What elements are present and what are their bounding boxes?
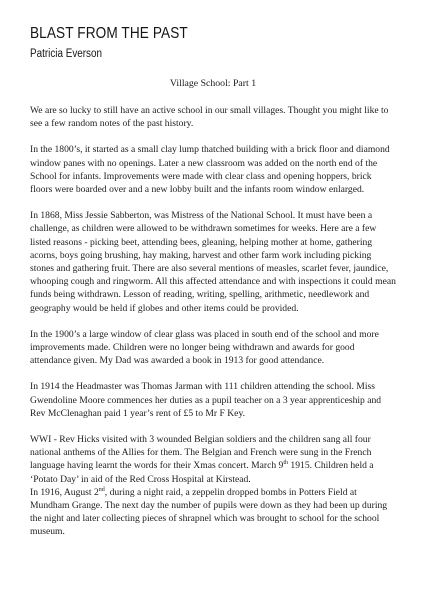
wwi-text-part2: 1915. Children held a ‘Potato Day’ in aid of the Red Cross Hospital at Kirstead.: [30, 460, 374, 485]
column-heading: BLAST FROM THE PAST: [30, 25, 188, 42]
paragraph-wwi: [30, 433, 396, 486]
paragraph-1900s: In the 1900’s a large window of clear glass was placed in south end of the school and more improvements made. Children were no longer being withdrawn and awards for good attendance given. My Dad was awarded a book in 1913 for good attendance.: [30, 328, 379, 367]
paragraph-1916: [30, 486, 396, 539]
paragraph-1914: In 1914 the Headmaster was Thomas Jarman with 111 children attending the school. Miss Gwendoline Moore commences her duties as a pupil teacher on a 3 year apprenticeship and Rev McClenaghan paid 1 year’s rent of £5 to Mr F Key.: [30, 381, 382, 419]
article-title: Village School: Part 1: [169, 78, 257, 89]
paragraph-1868: In 1868, Miss Jessie Sabberton, was Mistress of the National School. It must have been a challenge, as children were allowed to be withdrawn sometimes for weeks. Here are a few listed reasons - picking beet, attending bees, gleaning, helping mother at home, gathering acorns, boys going brushing, hay making, harvest and other farm work including picking stones and gathering fruit. There are also several mentions of measles, scarlet fever, jaundice, whooping cough and ringworm. All this affected attendance and with inspections it could mean funds being withdrawn. Lesson of reading, writing, spelling, arithmetic, needlework and geography would be held if globes and other items could be provided.: [30, 210, 396, 314]
paragraph-intro: We are so lucky to still have an active school in our small villages. Thought you might like to see a few random notes of the past history.: [30, 105, 389, 130]
wwi-text-part1: WWI - Rev Hicks visited with 3 wounded Belgian soldiers and the children sang all four national anthems of the Allies for them. The Belgian and French were sung in the French language having learnt the words for their Xmas concert. March 9: [30, 434, 372, 472]
1916-text-part1: In 1916, August 2: [30, 486, 99, 498]
wwi-superscript: th: [283, 460, 289, 467]
1916-text-part2: , during a night raid, a zeppelin dropped bombs in Potters Field at Mundham Grange. The next day the number of pupils were down as they had been up during the night and later collecting pieces of shrapnel which was brought to school for the school museum.: [30, 486, 388, 538]
author-name: Patricia Everson: [30, 48, 103, 60]
1916-superscript: nd: [98, 486, 105, 493]
paragraph-1800s: In the 1800’s, it started as a small clay lump thatched building with a brick floor and diamond window panes with no openings. Later a new classroom was added on the north end of the School for infants. Improvements were made with clear class and opening hoppers, brick floors were boarded over and a new lobby built and the infants room window enlarged.: [30, 144, 390, 196]
